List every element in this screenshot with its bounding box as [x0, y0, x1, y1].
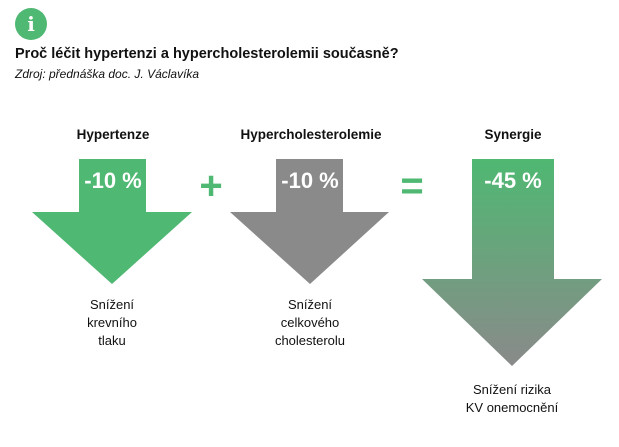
caption-line: krevního: [87, 315, 137, 330]
heading-hypercholesterolemia: Hypercholesterolemie: [240, 127, 382, 142]
caption-line: cholesterolu: [274, 333, 346, 348]
value-hypertension: -10 %: [84, 168, 142, 193]
caption-hypertension: [32, 296, 192, 350]
source-note: Zdroj: přednáška doc. J. Václavíka: [15, 67, 200, 81]
value-hypercholesterolemia: -10 %: [281, 168, 339, 193]
page-title: Proč léčit hypertenzi a hypercholesterolemii současně?: [15, 46, 399, 62]
caption-line: Snížení rizika: [472, 382, 552, 397]
caption-line: Snížení: [287, 297, 333, 312]
plus-operator: +: [199, 164, 223, 208]
caption-line: celkového: [280, 315, 340, 330]
caption-line: tlaku: [98, 333, 126, 348]
caption-synergy: [432, 381, 592, 417]
caption-line: KV onemocnění: [465, 400, 559, 415]
value-synergy: -45 %: [484, 168, 542, 193]
caption-line: Snížení: [89, 297, 135, 312]
equals-operator: =: [400, 164, 424, 208]
heading-synergy: Synergie: [484, 127, 542, 142]
caption-hypercholesterolemia: [230, 296, 390, 350]
info-icon: i: [15, 8, 47, 40]
heading-hypertension: Hypertenze: [76, 127, 150, 142]
